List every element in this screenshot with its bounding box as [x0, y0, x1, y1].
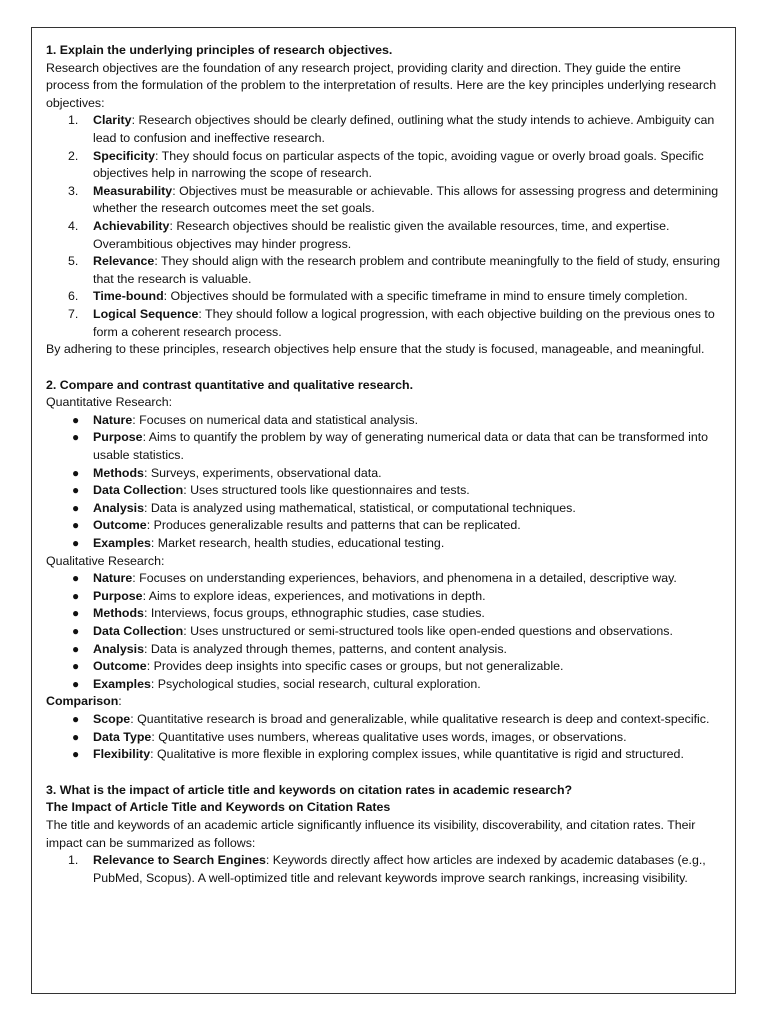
list-number: 1. [68, 113, 79, 128]
principle-term: Measurability [93, 183, 173, 198]
list-item [46, 588, 726, 606]
item-text: : Interviews, focus groups, ethnographic studies, case studies. [143, 606, 485, 621]
bullet-icon: ● [72, 465, 80, 480]
item-text: : Data is analyzed using mathematical, statistical, or computational techniques. [143, 500, 576, 515]
list-item [46, 676, 726, 694]
list-item [46, 746, 726, 764]
item-text: : Aims to quantify the problem by way of generating numerical data or data that can be transformed into usable statistics. [93, 430, 709, 463]
list-number: 3. [68, 183, 79, 198]
item-term: Data Collection [93, 483, 184, 498]
item-term: Examples [93, 676, 151, 691]
bullet-icon: ● [72, 606, 80, 621]
comparison-label-text: Comparison [46, 694, 119, 709]
qualitative-list [46, 570, 726, 693]
section-spacer [46, 359, 726, 377]
principle-item [46, 306, 726, 341]
item-term: Nature [93, 571, 133, 586]
item-text: : Data is analyzed through themes, patterns, and content analysis. [143, 641, 507, 656]
item-term: Outcome [93, 659, 147, 674]
list-item [46, 517, 726, 535]
principle-term: Achievability [93, 218, 170, 233]
quantitative-label: Quantitative Research: [46, 395, 173, 410]
item-text: : Uses unstructured or semi-structured tools like open-ended questions and observations. [183, 624, 673, 638]
qualitative-label: Qualitative Research: [46, 553, 165, 568]
principle-term: Clarity [93, 113, 132, 128]
principle-item [46, 218, 726, 253]
principle-term: Specificity [93, 148, 155, 163]
section1-heading: 1. Explain the underlying principles of research objectives. [46, 43, 393, 57]
list-item [46, 429, 726, 464]
list-item [46, 535, 726, 553]
item-term: Flexibility [93, 747, 151, 762]
section3-subheading: The Impact of Article Title and Keywords on Citation Rates [46, 800, 391, 815]
item-text: : Quantitative uses numbers, whereas qualitative uses words, images, or observations. [151, 729, 627, 744]
principle-term: Logical Sequence [93, 306, 199, 321]
list-item [46, 482, 726, 500]
principle-text: : Objectives should be formulated with a specific timeframe in mind to ensure timely completion. [163, 289, 688, 304]
bullet-icon: ● [72, 659, 80, 674]
principle-item [46, 148, 726, 183]
list-item [46, 729, 726, 747]
item-text: : Market research, health studies, educational testing. [150, 536, 445, 551]
impact-text: : Keywords directly affect how articles are indexed by academic databases (e.g., PubMed, Scopus). A well-optimized title and relevant keywords improve search rankings, increasing visibility. [93, 853, 706, 885]
list-item [46, 711, 726, 729]
principle-text: : They should follow a logical progression, with each objective building on the previous ones to form a coherent research process. [93, 306, 715, 339]
list-number: 1. [68, 853, 79, 868]
item-text: : Qualitative is more flexible in exploring complex issues, while quantitative is rigid and structured. [150, 747, 684, 762]
item-text: : Focuses on understanding experiences, behaviors, and phenomena in a detailed, descriptive way. [132, 571, 677, 586]
principle-item [46, 183, 726, 218]
bullet-icon: ● [72, 624, 80, 638]
bullet-icon: ● [72, 483, 80, 498]
list-item [46, 641, 726, 659]
item-term: Purpose [93, 588, 143, 603]
list-number: 4. [68, 218, 79, 233]
principle-text: : They should align with the research problem and contribute meaningfully to the field of study, ensuring that the research is valuable. [93, 254, 721, 286]
principle-text: : Research objectives should be clearly defined, outlining what the study intends to achieve. Ambiguity can lead to confusion and ineffective research. [93, 113, 715, 145]
list-item [46, 605, 726, 623]
item-term: Data Type [93, 729, 152, 744]
item-term: Purpose [93, 430, 143, 445]
section-title-keywords-impact [46, 782, 726, 888]
section3-heading: 3. What is the impact of article title and keywords on citation rates in academic research? [46, 782, 573, 797]
list-number: 2. [68, 148, 79, 163]
principle-text: : Objectives must be measurable or achievable. This allows for assessing progress and determining whether the research outcomes meet the set goals. [93, 183, 719, 216]
principles-list [46, 112, 726, 341]
list-number: 7. [68, 306, 79, 321]
list-item [46, 412, 726, 430]
item-term: Nature [93, 412, 133, 427]
bullet-icon: ● [72, 571, 80, 586]
principle-item [46, 288, 726, 306]
impact-term: Relevance to Search Engines [93, 853, 266, 868]
section1-intro: Research objectives are the foundation of any research project, providing clarity and direction. They guide the entire process from the formulation of the problem to the interpretation of results. Here are the key principles underlying research objectives: [46, 60, 717, 110]
principle-term: Time-bound [93, 289, 164, 304]
section-research-objectives [46, 42, 726, 359]
list-number: 5. [68, 254, 79, 269]
bullet-icon: ● [72, 588, 80, 603]
item-term: Methods [93, 465, 144, 480]
comparison-list [46, 711, 726, 764]
principle-text: : They should focus on particular aspects of the topic, avoiding vague or overly broad goals. Specific objectives help in narrowing the scope of research. [93, 148, 704, 181]
comparison-label-colon: : [118, 694, 122, 709]
bullet-icon: ● [72, 500, 80, 515]
item-term: Analysis [93, 500, 144, 515]
document-content [46, 42, 726, 887]
list-item [46, 623, 726, 641]
bullet-icon: ● [72, 430, 80, 445]
item-term: Outcome [93, 518, 147, 533]
section3-intro: The title and keywords of an academic article significantly influence its visibility, discoverability, and citation rates. Their impact can be summarized as follows: [46, 817, 696, 850]
item-term: Scope [93, 711, 131, 726]
item-term: Examples [93, 536, 151, 551]
item-text: : Aims to explore ideas, experiences, and motivations in depth. [142, 588, 486, 603]
item-text: : Uses structured tools like questionnaires and tests. [183, 483, 470, 498]
bullet-icon: ● [72, 641, 80, 656]
item-term: Methods [93, 606, 144, 621]
bullet-icon: ● [72, 536, 80, 551]
list-item [46, 500, 726, 518]
principle-text: : Research objectives should be realistic given the available resources, time, and expertise. Overambitious objectives may hinder progress. [93, 218, 670, 251]
section2-heading: 2. Compare and contrast quantitative and qualitative research. [46, 377, 414, 392]
item-text: : Surveys, experiments, observational data. [143, 465, 382, 480]
bullet-icon: ● [72, 518, 80, 533]
impact-item [46, 852, 726, 887]
comparison-label [46, 693, 726, 711]
bullet-icon: ● [72, 729, 80, 744]
bullet-icon: ● [72, 412, 80, 427]
list-number: 6. [68, 289, 79, 304]
section-spacer [46, 764, 726, 782]
item-text: : Quantitative research is broad and generalizable, while qualitative research is deep and context-specific. [130, 711, 710, 726]
principle-term: Relevance [93, 254, 155, 269]
quantitative-list [46, 412, 726, 553]
item-text: : Focuses on numerical data and statistical analysis. [132, 412, 419, 427]
item-text: : Produces generalizable results and patterns that can be replicated. [146, 518, 521, 533]
bullet-icon: ● [72, 747, 80, 762]
list-item [46, 658, 726, 676]
principle-item [46, 112, 726, 147]
impact-list [46, 852, 726, 887]
item-term: Analysis [93, 641, 144, 656]
list-item [46, 570, 726, 588]
bullet-icon: ● [72, 676, 80, 691]
item-text: : Provides deep insights into specific cases or groups, but not generalizable. [146, 659, 564, 674]
item-term: Data Collection [93, 624, 184, 638]
section-quant-vs-qual [46, 377, 726, 764]
list-item [46, 465, 726, 483]
principle-item [46, 253, 726, 288]
item-text: : Psychological studies, social research, cultural exploration. [150, 676, 481, 691]
bullet-icon: ● [72, 711, 80, 726]
section1-conclusion: By adhering to these principles, research objectives help ensure that the study is focused, manageable, and meaningful. [46, 342, 705, 357]
